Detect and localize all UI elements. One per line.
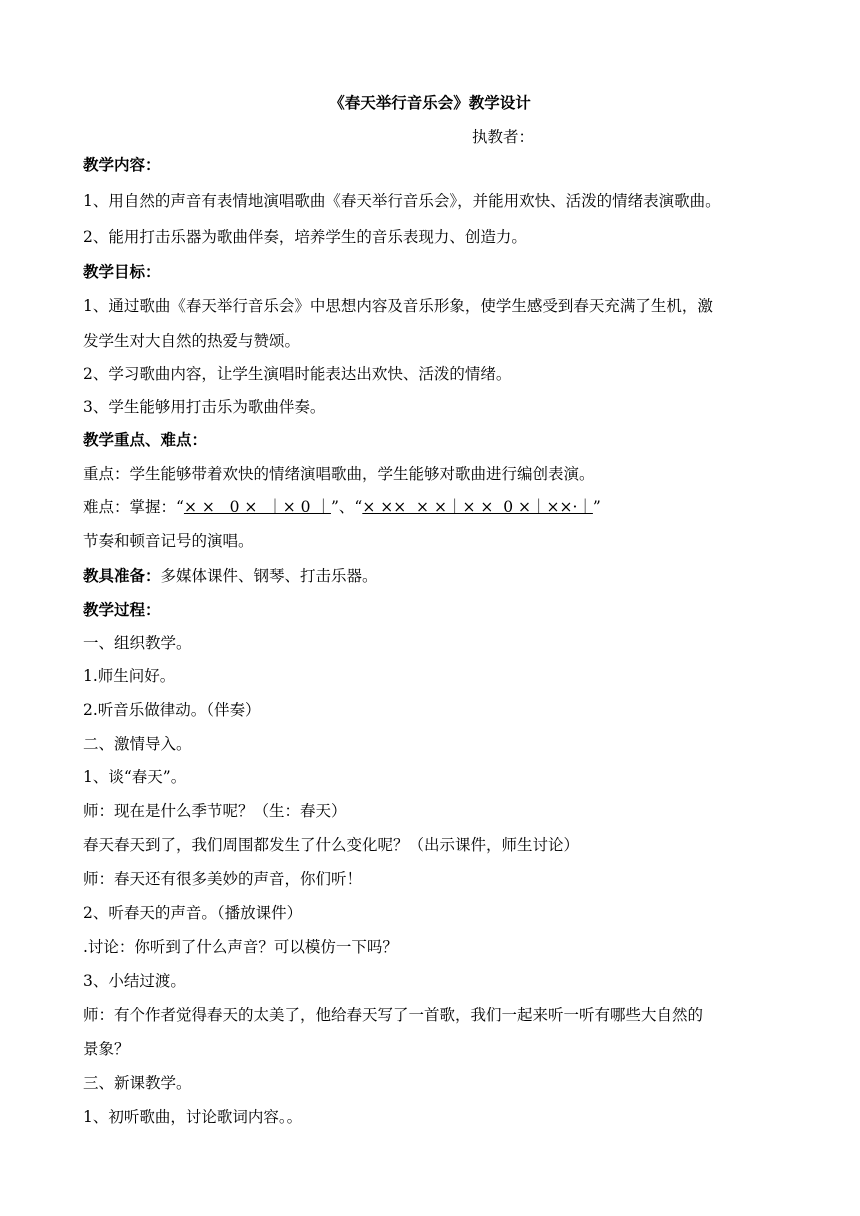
rhythm-pattern-1: × × 0 × ｜× 0 ｜: [183, 498, 331, 516]
equipment-line: [83, 566, 378, 586]
paragraph-line: 2、能用打击乐器为歌曲伴奏，培养学生的音乐表现力、创造力。: [83, 228, 527, 246]
paragraph-line: 一、组织教学。: [83, 634, 192, 652]
difficulty-line: [83, 497, 601, 517]
paragraph-line: 节奏和顿音记号的演唱。: [83, 532, 254, 550]
paragraph-line: 3、小结过渡。: [83, 972, 186, 990]
paragraph-line: 重点：学生能够带着欢快的情绪演唱歌曲，学生能够对歌曲进行编创表演。: [83, 465, 595, 483]
paragraph-line: 3、学生能够用打击乐为歌曲伴奏。: [83, 398, 326, 416]
paragraph-line: 师：有个作者觉得春天的太美了，他给春天写了一首歌，我们一起来听一听有哪些大自然的: [83, 1006, 704, 1024]
paragraph-line: 师：春天还有很多美妙的声音，你们听！: [83, 870, 363, 888]
paragraph-line: .讨论：你听到了什么声音？可以模仿一下吗？: [83, 938, 398, 956]
document-title: 《春天举行音乐会》教学设计: [329, 93, 531, 112]
paragraph-line: 发学生对大自然的热爱与赞颂。: [83, 332, 301, 350]
equipment-text: 多媒体课件、钢琴、打击乐器。: [160, 567, 378, 585]
difficulty-suffix: ”: [592, 498, 601, 516]
paragraph-line: 二、激情导入。: [83, 735, 192, 753]
paragraph-line: 2、听春天的声音。（播放课件）: [83, 904, 303, 922]
paragraph-line: 景象？: [83, 1040, 130, 1058]
paragraph-line: 1.师生问好。: [83, 667, 176, 685]
paragraph-line: 2.听音乐做律动。（伴奏）: [83, 701, 261, 719]
section-heading-content: 教学内容：: [83, 155, 161, 174]
difficulty-prefix: 难点：掌握：“: [83, 498, 184, 516]
paragraph-line: 2、学习歌曲内容，让学生演唱时能表达出欢快、活泼的情绪。: [83, 365, 512, 383]
section-heading-goals: 教学目标：: [83, 262, 161, 281]
difficulty-mid: ”、“: [330, 498, 363, 516]
paragraph-line: 师：现在是什么季节呢？（生：春天）: [83, 802, 347, 820]
paragraph-line: 1、用自然的声音有表情地演唱歌曲《春天举行音乐会》，并能用欢快、活泼的情绪表演歌曲。: [83, 192, 721, 210]
paragraph-line: 1、通过歌曲《春天举行音乐会》中思想内容及音乐形象，使学生感受到春天充满了生机，激: [83, 297, 713, 315]
rhythm-pattern-2: × ×× × ×｜× × 0 ×｜××·｜: [362, 498, 593, 516]
paragraph-line: 1、谈“春天”。: [83, 768, 187, 786]
section-heading-process: 教学过程：: [83, 600, 161, 619]
paragraph-line: 三、新课教学。: [83, 1074, 192, 1092]
section-heading-keypoints: 教学重点、难点：: [83, 430, 208, 449]
paragraph-line: 春天春天到了，我们周围都发生了什么变化呢？（出示课件，师生讨论）: [83, 836, 580, 854]
equipment-label: 教具准备：: [83, 566, 161, 585]
author-label: 执教者：: [472, 128, 535, 146]
paragraph-line: 1、初听歌曲，讨论歌词内容。。: [83, 1108, 303, 1126]
